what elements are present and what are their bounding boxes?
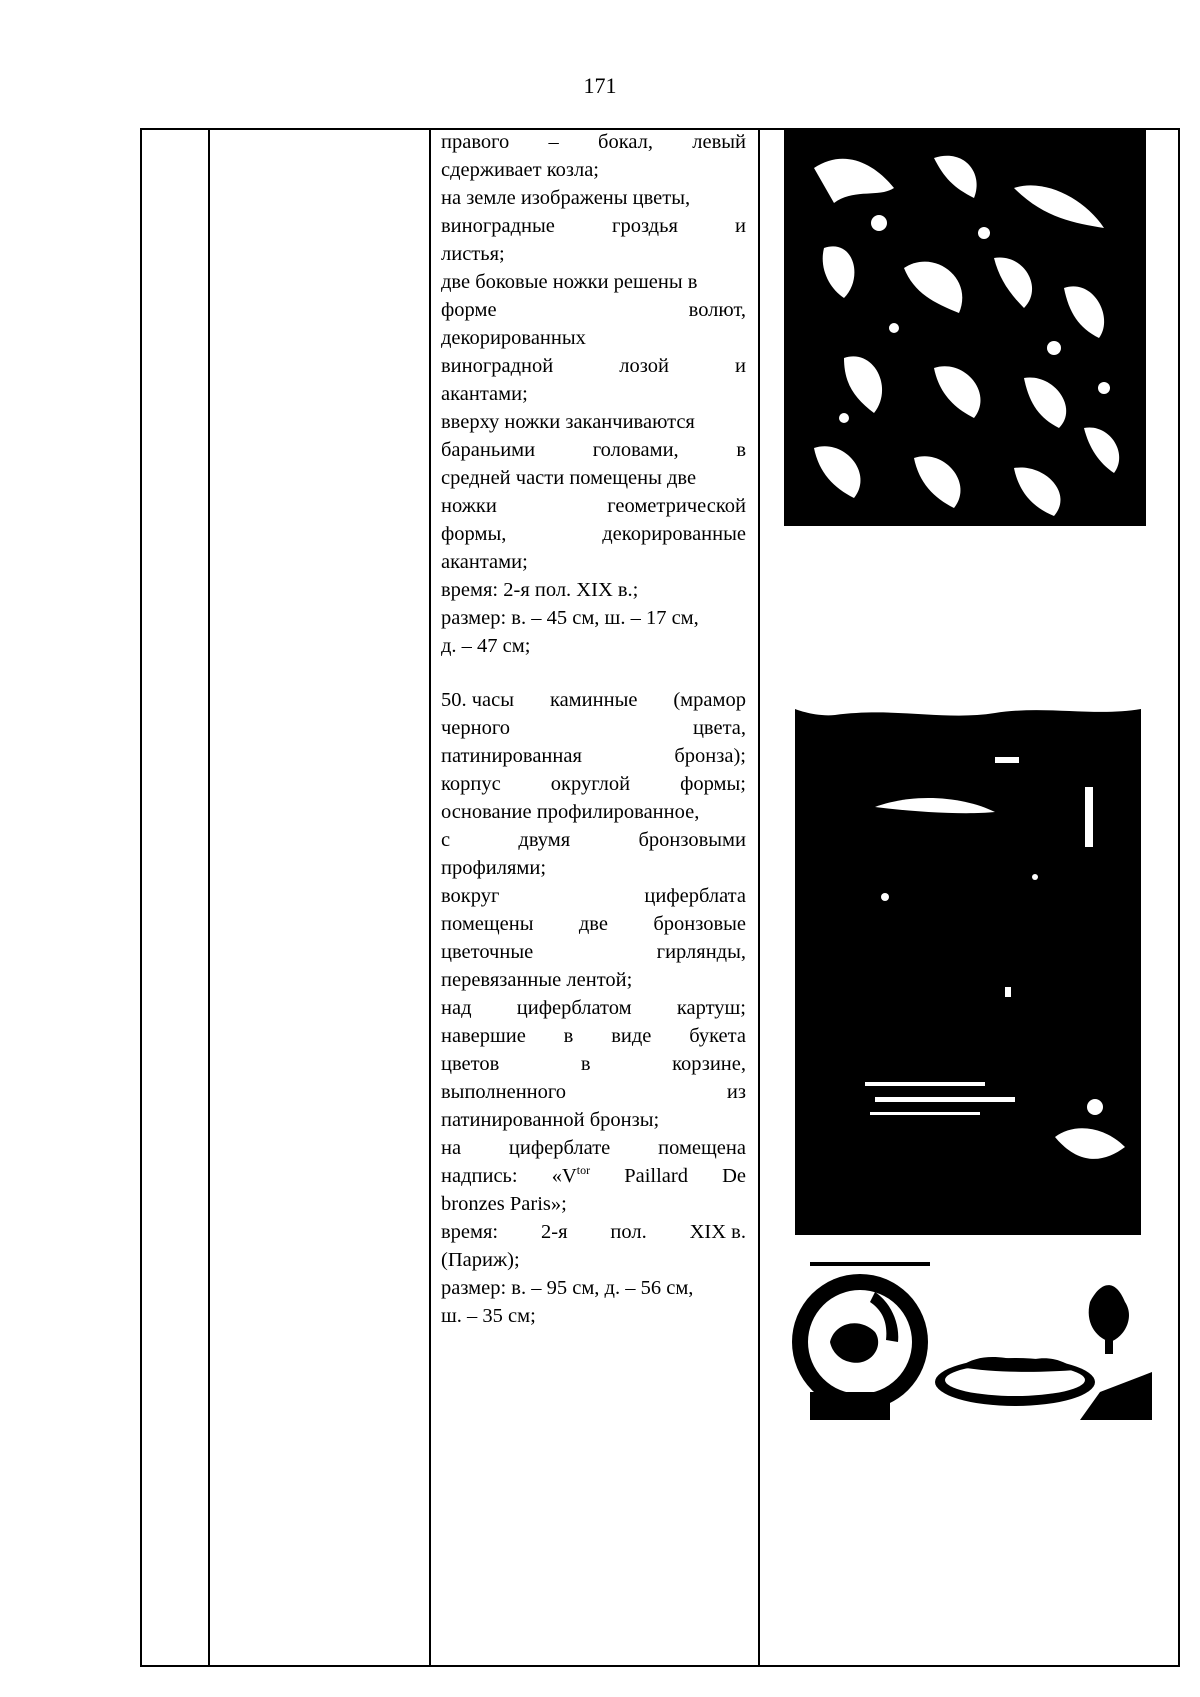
text-line	[441, 910, 746, 938]
column-divider	[758, 130, 760, 1665]
column-divider	[208, 130, 210, 1665]
text-line	[441, 408, 746, 436]
page-number: 171	[583, 73, 617, 98]
text-word: «$V^{tor}$	[551, 1163, 591, 1187]
text-word: ножки	[441, 495, 497, 517]
text-word: и	[735, 355, 746, 377]
text-line	[441, 1078, 746, 1106]
text-word: бараньими	[441, 439, 536, 461]
text-word: ш. – 35 см;	[441, 1305, 536, 1327]
text-word: гроздья	[612, 215, 678, 237]
text-line	[441, 296, 746, 324]
text-word: помещены	[441, 913, 534, 935]
text-word: на	[441, 1137, 462, 1159]
text-word: над	[441, 997, 472, 1019]
text-line	[441, 1218, 746, 1246]
text-word: лозой	[619, 355, 669, 377]
text-word: время: 2-я пол. XIX в.;	[441, 579, 639, 601]
text-line	[441, 520, 746, 548]
text-line	[441, 492, 746, 520]
text-word: декорированные	[602, 523, 746, 545]
text-line	[441, 938, 746, 966]
text-word: 50. часы	[441, 689, 515, 711]
text-word: две боковые ножки решены в	[441, 271, 698, 293]
text-word: пол.	[610, 1221, 647, 1243]
text-word: корзине,	[672, 1053, 746, 1075]
text-line	[441, 156, 746, 184]
text-word: De	[722, 1165, 746, 1187]
text-word: перевязанные лентой;	[441, 969, 633, 991]
text-line	[441, 184, 746, 212]
text-line	[441, 1050, 746, 1078]
text-word: сдерживает козла;	[441, 159, 599, 181]
text-line	[441, 994, 746, 1022]
text-word: в	[736, 439, 746, 461]
text-line	[441, 576, 746, 604]
text-line	[441, 882, 746, 910]
text-word: патинированная	[441, 745, 582, 767]
item-50-detail-photo	[790, 1262, 1152, 1420]
text-line	[441, 1274, 746, 1302]
text-word: бронзовыми	[638, 829, 746, 851]
text-line	[441, 128, 746, 156]
text-word: д. – 47 см;	[441, 635, 531, 657]
text-line	[441, 548, 746, 576]
text-word: каминные	[549, 689, 638, 711]
text-word: двумя	[518, 829, 571, 851]
text-word: патинированной бронзы;	[441, 1109, 660, 1131]
text-word: черного	[441, 717, 511, 739]
text-word: декорированных	[441, 327, 586, 349]
text-word: размер: в. – 45 см, ш. – 17 см,	[441, 607, 699, 629]
text-word: размер: в. – 95 см, д. – 56 см,	[441, 1277, 694, 1299]
text-word: в	[580, 1053, 591, 1075]
text-word: цвета,	[692, 717, 746, 739]
text-line	[441, 686, 746, 714]
text-word: профилями;	[441, 857, 547, 879]
item-49-photo	[784, 128, 1146, 526]
text-word: цветочные	[441, 941, 534, 963]
text-word: букета	[689, 1025, 746, 1047]
text-word: на земле изображены цветы,	[441, 187, 691, 209]
text-word: основание профилированное,	[441, 801, 700, 823]
text-word: бронза);	[674, 745, 746, 767]
text-word: (мрамор	[673, 689, 746, 711]
text-word: правого	[441, 131, 510, 153]
text-line	[441, 1162, 746, 1190]
text-word: картуш;	[676, 997, 746, 1019]
text-line	[441, 632, 746, 660]
text-line	[441, 464, 746, 492]
text-word: с	[441, 829, 451, 851]
text-word: вокруг	[441, 885, 500, 907]
text-word: из	[726, 1081, 746, 1103]
text-word: 2-я	[541, 1221, 568, 1243]
text-word: циферблата	[644, 885, 746, 907]
text-word: геометрической	[607, 495, 746, 517]
text-line	[441, 1246, 746, 1274]
text-word: формы,	[441, 523, 507, 545]
text-line	[441, 380, 746, 408]
text-word: виноградной	[441, 355, 554, 377]
text-line	[441, 604, 746, 632]
text-line	[441, 714, 746, 742]
text-line	[441, 798, 746, 826]
text-line	[441, 966, 746, 994]
text-word: XIX в.	[689, 1221, 746, 1243]
text-word: корпус	[441, 773, 501, 795]
text-line	[441, 212, 746, 240]
text-word: виде	[611, 1025, 652, 1047]
text-line	[441, 1190, 746, 1218]
text-word: акантами;	[441, 383, 528, 405]
text-word: в	[563, 1025, 574, 1047]
column-divider	[429, 130, 431, 1665]
text-word: bronzes Paris»;	[441, 1193, 567, 1215]
text-word: средней части помещены две	[441, 467, 697, 489]
text-word: бокал,	[598, 131, 653, 153]
text-word: бронзовые	[653, 913, 746, 935]
text-word: (Париж);	[441, 1249, 520, 1271]
text-line	[441, 1106, 746, 1134]
text-word: форме	[441, 299, 497, 321]
text-word: листья;	[441, 243, 505, 265]
text-line	[441, 854, 746, 882]
text-line	[441, 826, 746, 854]
text-word: акантами;	[441, 551, 528, 573]
item-50-photo	[795, 697, 1141, 1235]
text-word: навершие	[441, 1025, 526, 1047]
text-word: вверху ножки заканчиваются	[441, 411, 695, 433]
text-word: волют,	[688, 299, 746, 321]
text-line	[441, 352, 746, 380]
text-word: головами,	[592, 439, 679, 461]
item-50-description	[441, 686, 746, 1330]
text-line	[441, 324, 746, 352]
text-word: две	[578, 913, 608, 935]
superscript: tor	[576, 1163, 591, 1178]
text-line	[441, 742, 746, 770]
text-word: надпись:	[441, 1165, 518, 1187]
text-word: формы;	[680, 773, 746, 795]
text-line	[441, 1302, 746, 1330]
text-line	[441, 770, 746, 798]
text-word: –	[548, 131, 559, 153]
text-word: левый	[692, 131, 746, 153]
text-line	[441, 268, 746, 296]
text-word: округлой	[550, 773, 631, 795]
text-word: и	[735, 215, 746, 237]
text-word: помещена	[658, 1137, 746, 1159]
text-word: выполненного	[441, 1081, 567, 1103]
text-word: виноградные	[441, 215, 555, 237]
text-word: гирлянды,	[656, 941, 746, 963]
text-line	[441, 1022, 746, 1050]
text-word: цветов	[441, 1053, 500, 1075]
text-word: Paillard	[624, 1165, 688, 1187]
text-line	[441, 240, 746, 268]
text-line	[441, 436, 746, 464]
text-word: время:	[441, 1221, 499, 1243]
text-word: циферблате	[508, 1137, 611, 1159]
text-line	[441, 1134, 746, 1162]
text-word: циферблатом	[516, 997, 632, 1019]
item-49-description	[441, 128, 746, 660]
